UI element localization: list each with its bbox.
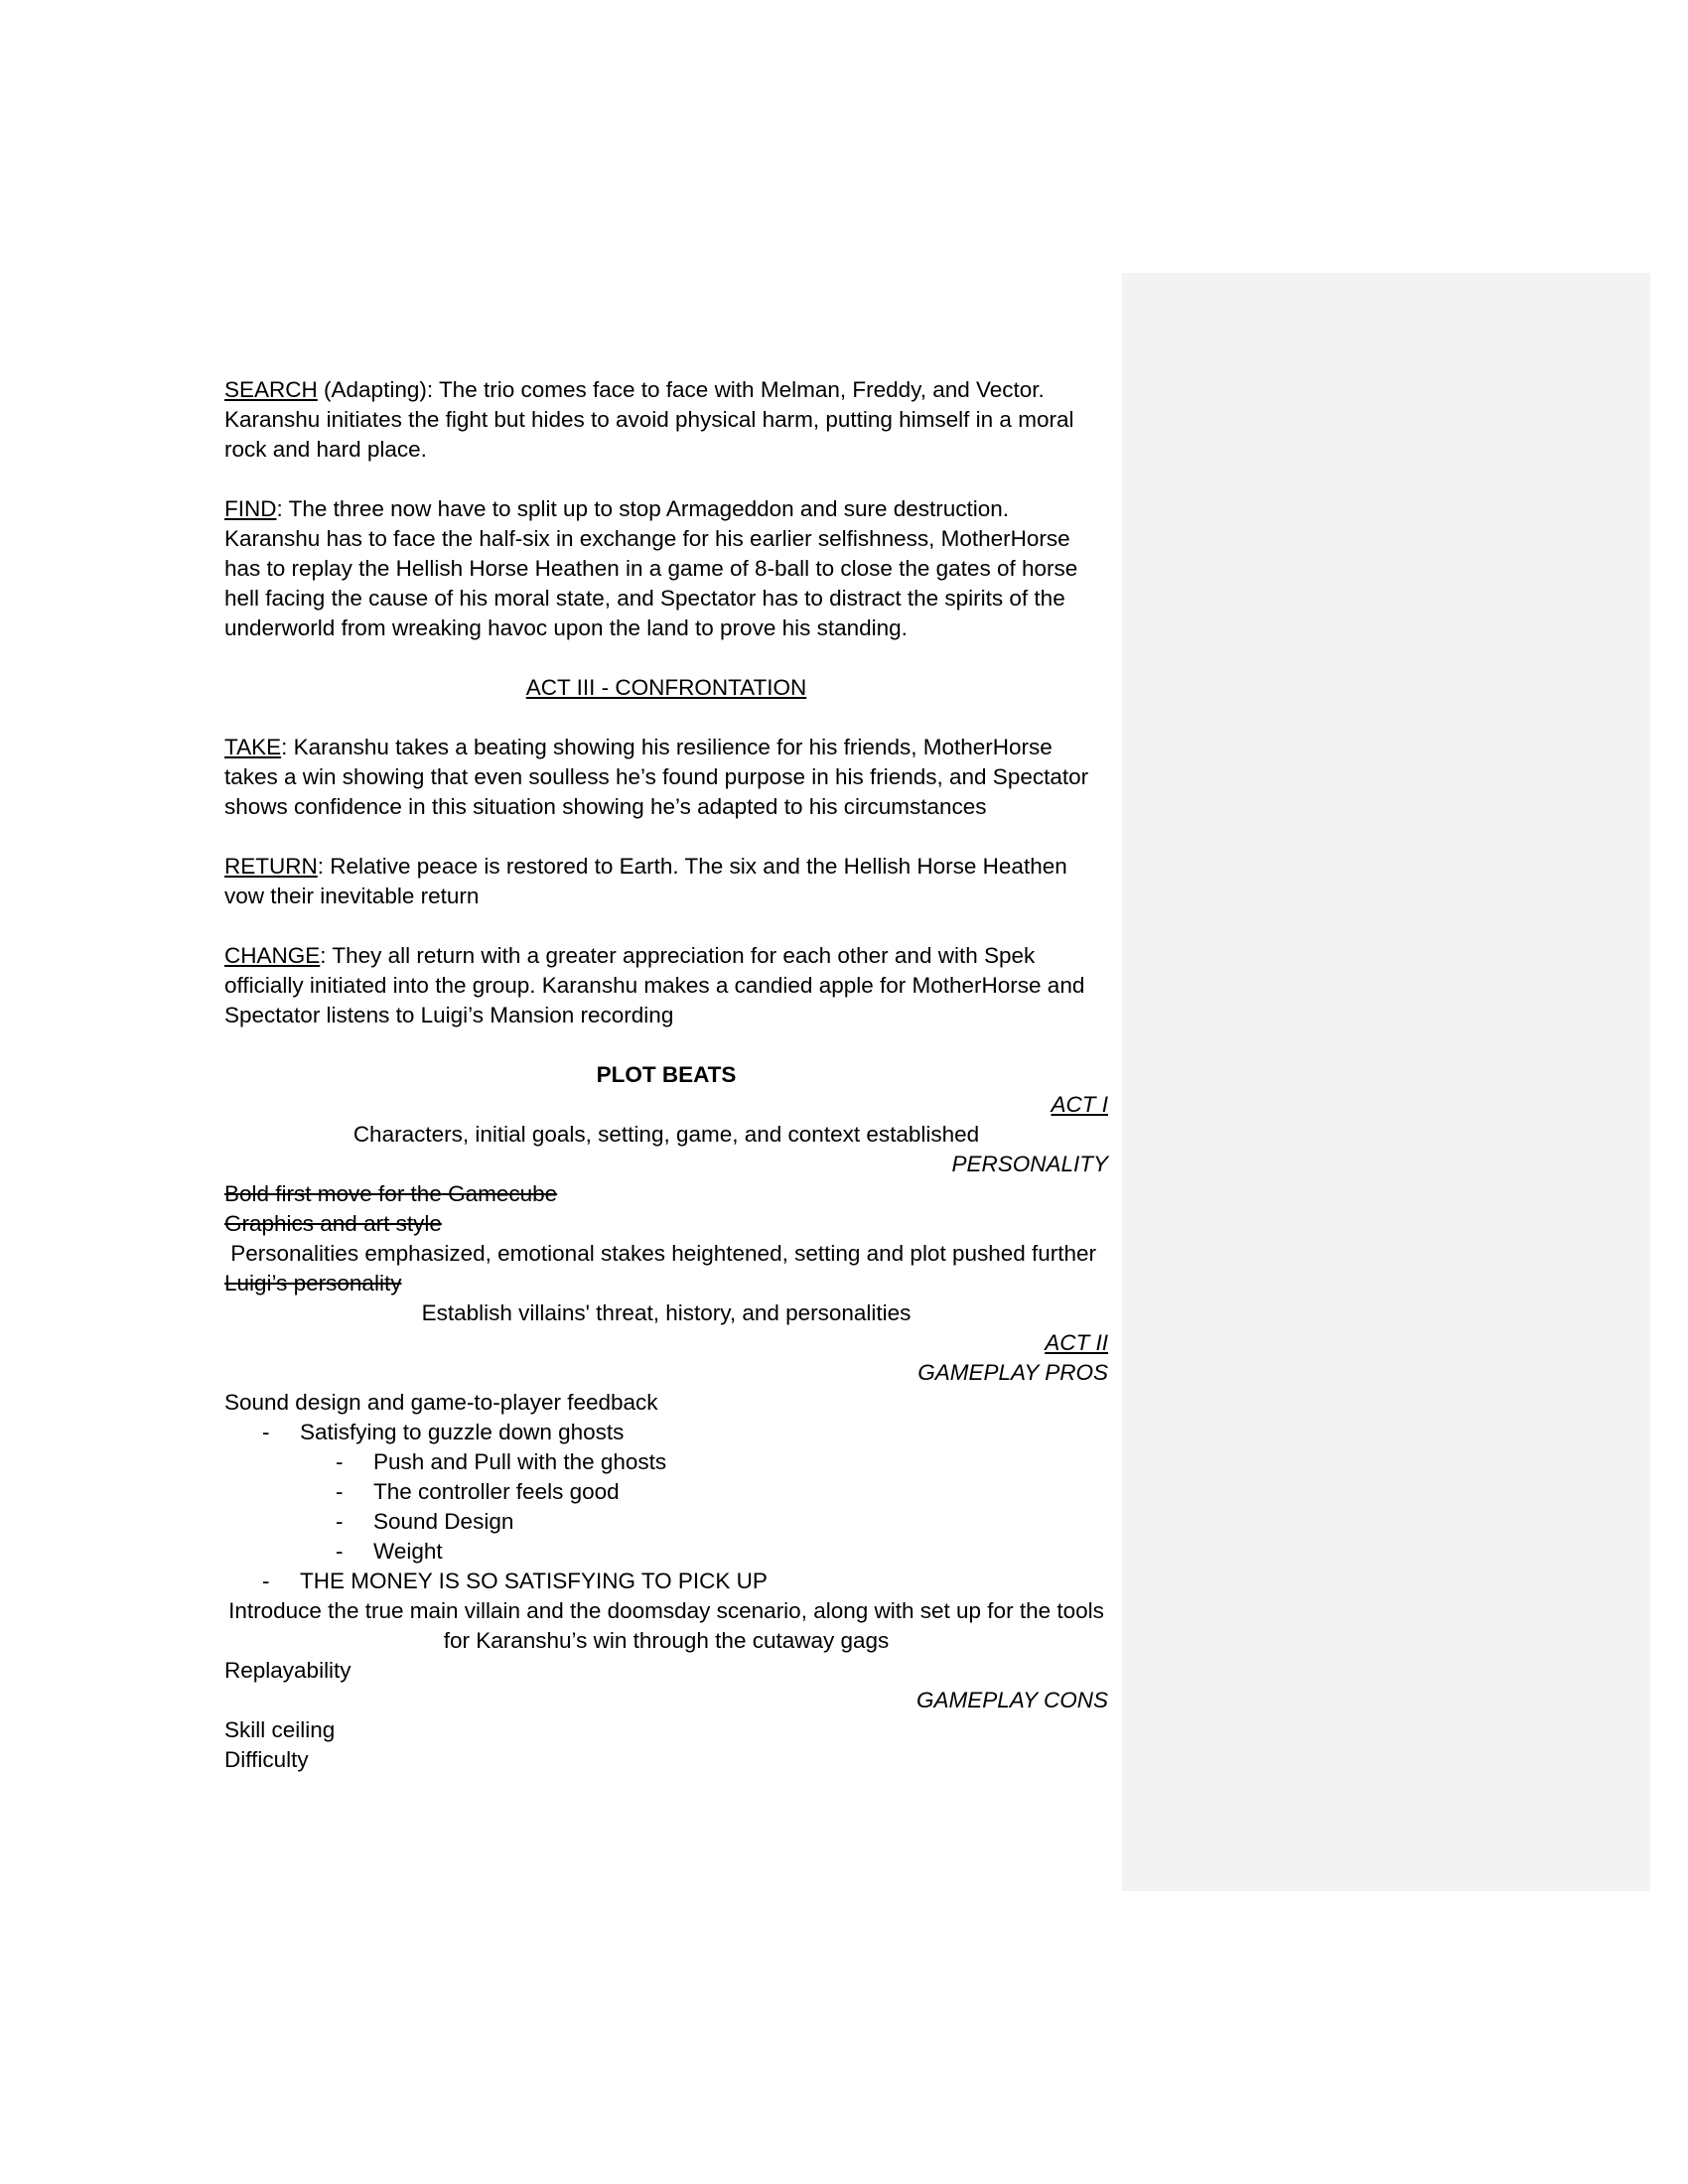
- act3-title: ACT III - CONFRONTATION: [525, 675, 807, 700]
- search-paragraph: [224, 375, 1108, 465]
- list-item: - Weight: [336, 1539, 443, 1564]
- list-item: - Push and Pull with the ghosts: [336, 1449, 667, 1474]
- struck-note-graphics: Graphics and art style: [224, 1211, 442, 1236]
- act2-label: ACT II: [1045, 1330, 1108, 1355]
- plot-beats-title: PLOT BEATS: [596, 1062, 737, 1087]
- search-heading: SEARCH: [224, 377, 318, 402]
- document-body: [224, 375, 1108, 1775]
- skill-ceiling-note: Skill ceiling: [224, 1717, 336, 1742]
- gameplay-pros-label: GAMEPLAY PROS: [917, 1360, 1108, 1385]
- beat-true-villain: Introduce the true main villain and the doomsday scenario, along with set up for the tools for Karanshu’s win through the cutaway gags: [228, 1598, 1104, 1653]
- take-heading: TAKE: [224, 735, 282, 759]
- find-heading: FIND: [224, 496, 277, 521]
- personality-label: PERSONALITY: [951, 1152, 1108, 1176]
- list-item: - The controller feels good: [336, 1479, 620, 1504]
- change-text: : They all return with a greater appreciation for each other and with Spek officially initiated into the group. Karanshu makes a candied apple for MotherHorse and Spectator listens to Luigi’s Mansion recording: [224, 943, 1085, 1027]
- change-heading: CHANGE: [224, 943, 321, 968]
- difficulty-note: Difficulty: [224, 1747, 309, 1772]
- beat-villains: Establish villains' threat, history, and personalities: [421, 1300, 912, 1325]
- take-text: : Karanshu takes a beating showing his resilience for his friends, MotherHorse takes a win showing that even soulless he’s found purpose in his friends, and Spectator shows confidence in this situation showing he’s adapted to his circumstances: [224, 735, 1089, 819]
- act1-beat: Characters, initial goals, setting, game, and context established: [352, 1122, 980, 1147]
- find-text: : The three now have to split up to stop Armageddon and sure destruction. Karanshu has to face the half-six in exchange for his earlier selfishness, MotherHorse has to replay the Hellish Horse Heathen in a game of 8-ball to close the gates of horse hell facing the cause of his moral state, and Spectator has to distract the spirits of the underworld from wreaking havoc upon the land to prove his standing.: [224, 496, 1078, 640]
- struck-note-luigi: Luigi’s personality: [224, 1271, 402, 1296]
- take-paragraph: [224, 733, 1108, 822]
- search-text: (Adapting): The trio comes face to face with Melman, Freddy, and Vector. Karanshu initiates the fight but hides to avoid physical harm, putting himself in a moral rock and hard place.: [224, 377, 1074, 462]
- gameplay-cons-label: GAMEPLAY CONS: [916, 1688, 1108, 1712]
- return-paragraph: [224, 852, 1108, 911]
- sound-design-feedback: Sound design and game-to-player feedback: [224, 1390, 658, 1415]
- list-item: - Sound Design: [336, 1509, 514, 1534]
- change-paragraph: [224, 941, 1108, 1030]
- struck-note-gamecube: Bold first move for the Gamecube: [224, 1181, 558, 1206]
- act1-label: ACT I: [1051, 1092, 1108, 1117]
- list-item: - THE MONEY IS SO SATISFYING TO PICK UP: [262, 1569, 768, 1593]
- comment-margin: [1122, 273, 1650, 1891]
- return-text: : Relative peace is restored to Earth. The six and the Hellish Horse Heathen vow their inevitable return: [224, 854, 1067, 908]
- return-heading: RETURN: [224, 854, 318, 879]
- find-paragraph: [224, 494, 1108, 643]
- replayability-note: Replayability: [224, 1658, 352, 1683]
- beat-personalities: Personalities emphasized, emotional stakes heightened, setting and plot pushed further: [224, 1241, 1097, 1266]
- list-item: - Satisfying to guzzle down ghosts: [262, 1420, 625, 1444]
